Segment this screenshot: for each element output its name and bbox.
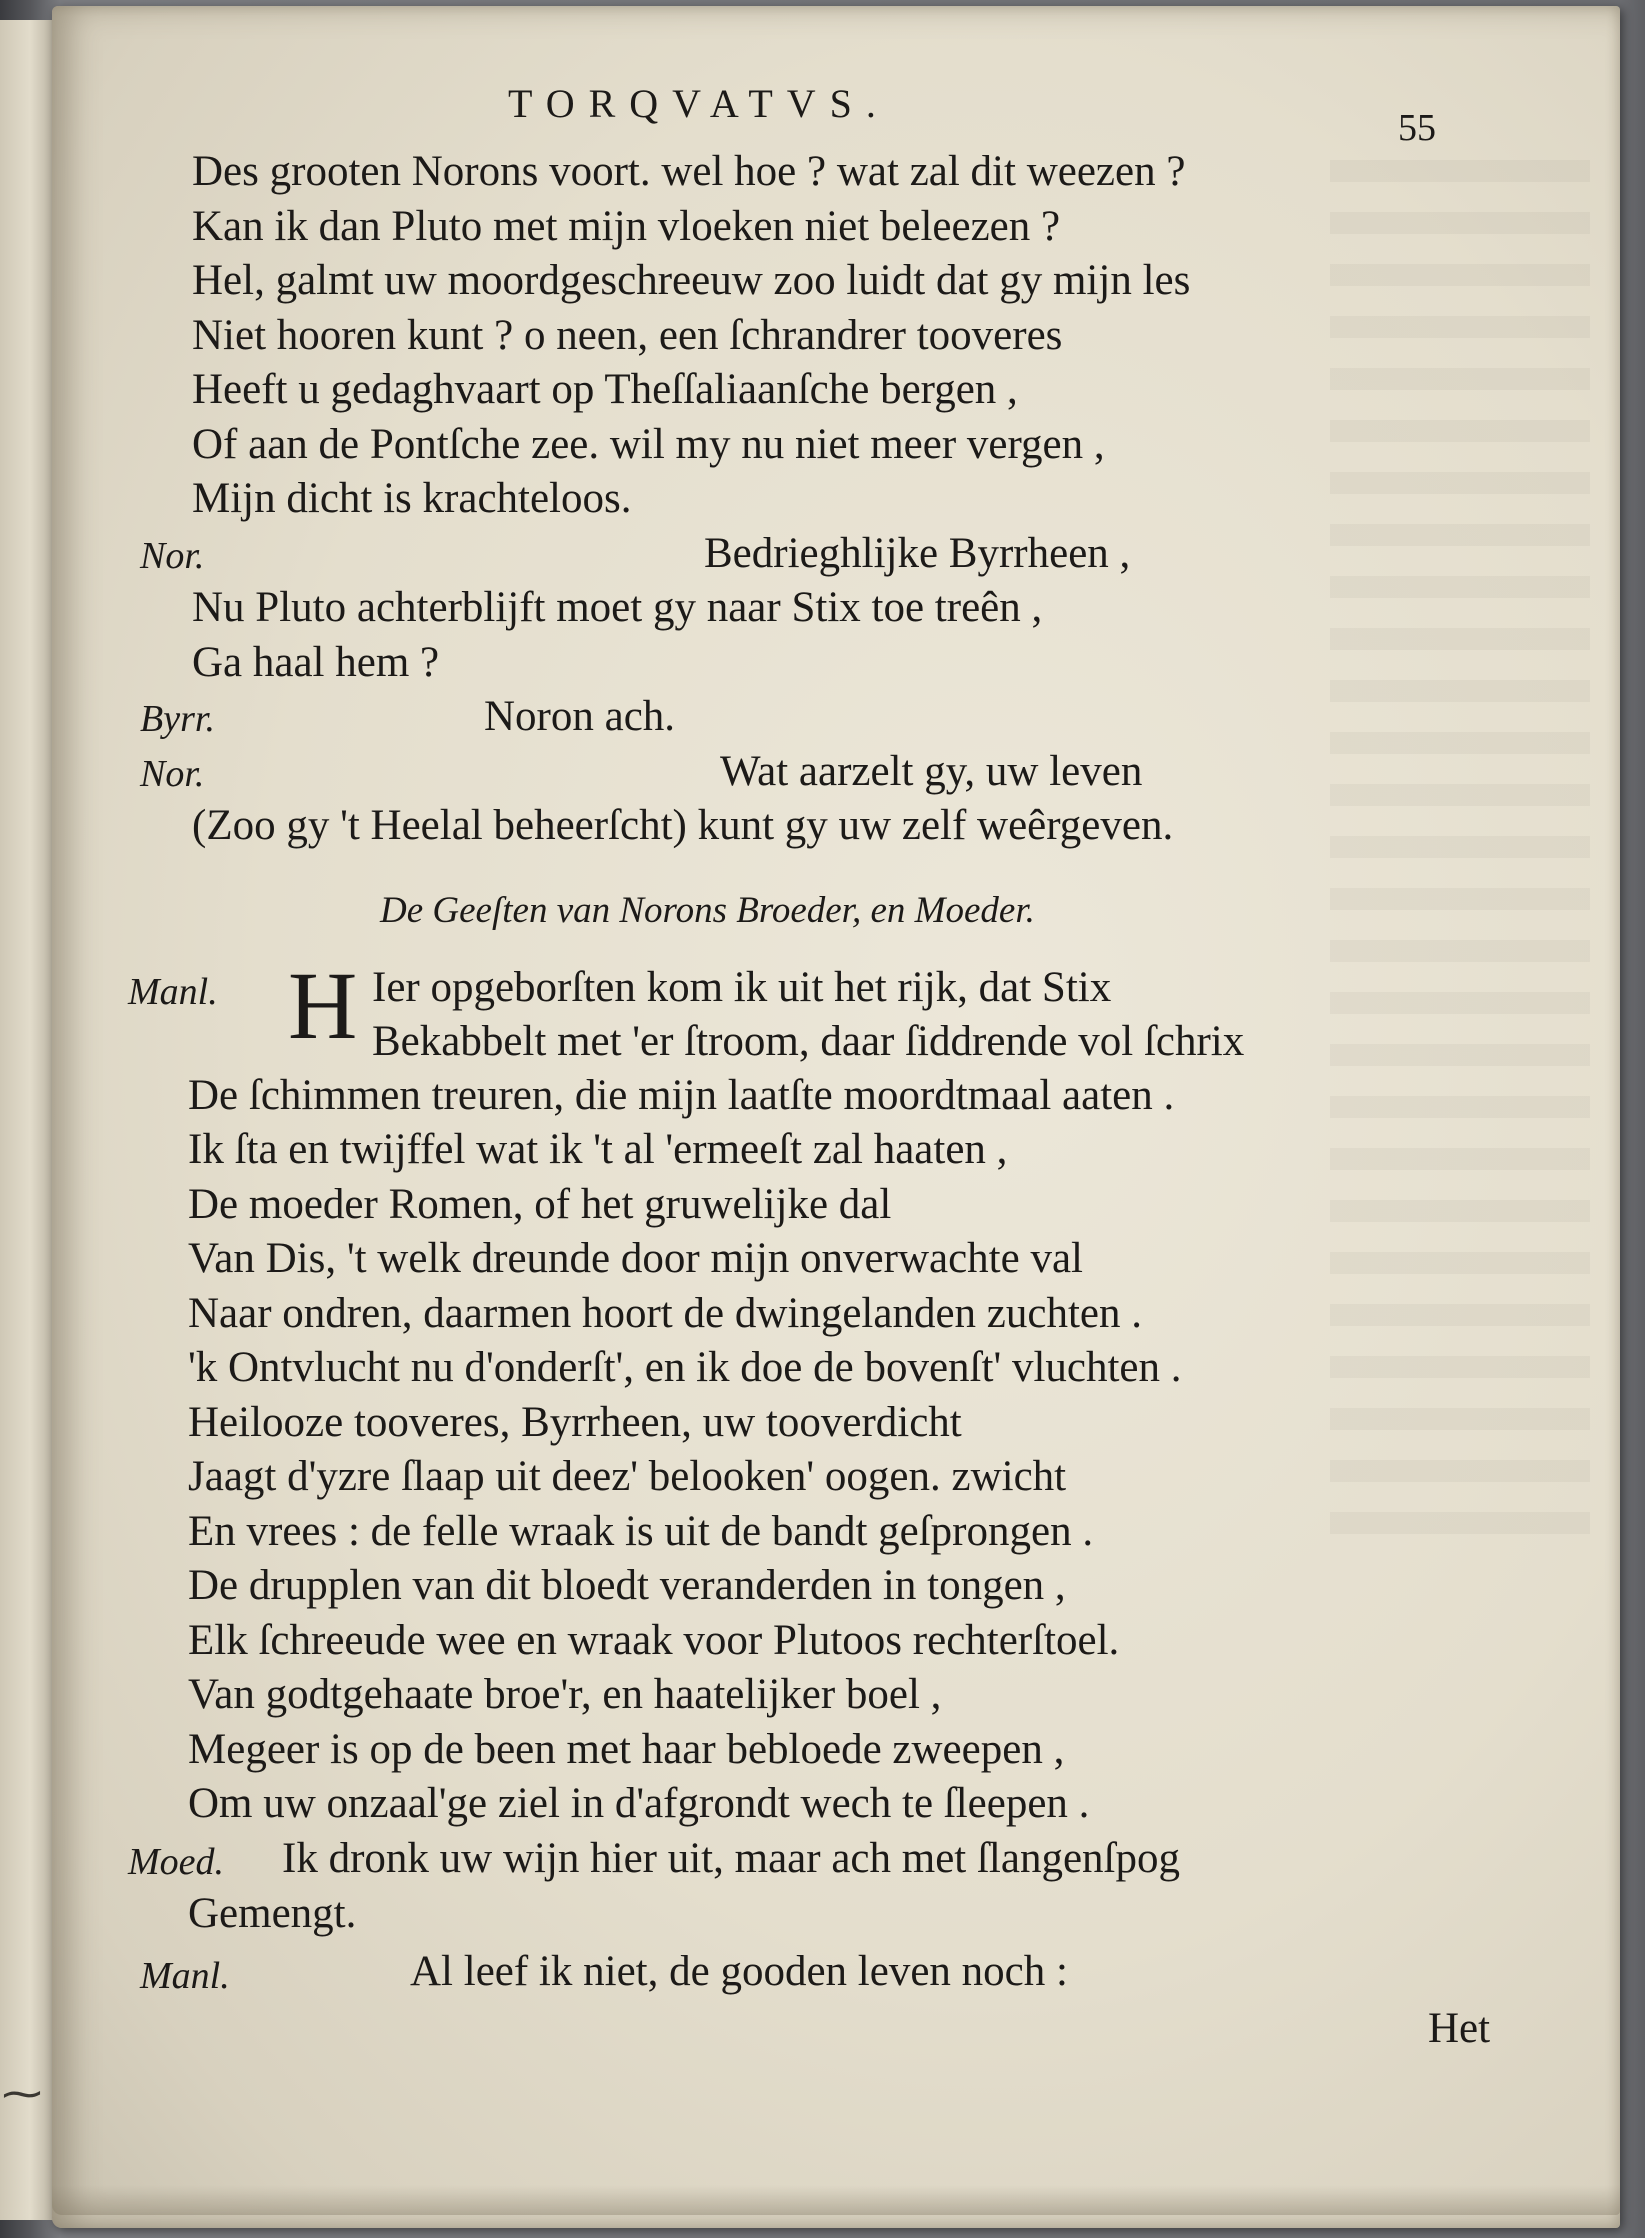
verse-line: Al leef ik niet, de gooden leven noch : (410, 1948, 1068, 1995)
verse-line: Heeft u gedaghvaart op Theſſaliaanſche bergen , (192, 366, 1018, 413)
verse-line: (Zoo gy 't Heelal beheerſcht) kunt gy uw zelf weêrgeven. (192, 802, 1174, 849)
verse-line: Heilooze tooveres, Byrrheen, uw tooverdicht (188, 1399, 962, 1446)
page-bottom-shadow (52, 2185, 1620, 2215)
verse-line: Van godtgehaate broe'r, en haatelijker boel , (188, 1671, 942, 1718)
verse-line: Ik ſta en twijffel wat ik 't al 'ermeeſt zal haaten , (188, 1126, 1008, 1173)
verse-line: Of aan de Pontſche zee. wil my nu niet meer vergen , (192, 421, 1105, 468)
page-number: 55 (1398, 107, 1436, 149)
verse-line: Bekabbelt met 'er ſtroom, daar ſiddrende vol ſchrix (372, 1018, 1245, 1065)
verse-line: Hel, galmt uw moordgeschreeuw zoo luidt dat gy mijn les (192, 257, 1191, 304)
speaker-label: Byrr. (140, 698, 215, 740)
verse-line: Wat aarzelt gy, uw leven (720, 748, 1143, 795)
verse-line: Megeer is op de been met haar bebloede zweepen , (188, 1726, 1065, 1773)
stage-direction: De Geeſten van Norons Broeder, en Moeder. (380, 890, 1035, 931)
show-through-shadow (1330, 160, 1590, 1560)
verse-line: Jaagt d'yzre ſlaap uit deez' belooken' oogen. zwicht (188, 1453, 1067, 1500)
verse-line: Nu Pluto achterblijft moet gy naar Stix toe treên , (192, 584, 1043, 631)
verse-line: Van Dis, 't welk dreunde door mijn onverwachte val (188, 1235, 1083, 1282)
verse-line: Kan ik dan Pluto met mijn vloeken niet beleezen ? (192, 203, 1061, 250)
speaker-label: Manl. (128, 971, 218, 1013)
verse-line: Naar ondren, daarmen hoort de dwingelanden zuchten . (188, 1290, 1142, 1337)
verse-line: De ſchimmen treuren, die mijn laatſte moordtmaal aaten . (188, 1072, 1175, 1119)
verse-line: Noron ach. (484, 693, 676, 740)
verse-line: Gemengt. (188, 1890, 357, 1937)
catchword: Het (1428, 2005, 1491, 2052)
verse-line: Mijn dicht is krachteloos. (192, 475, 632, 522)
verse-line: De drupplen van dit bloedt veranderden in tongen , (188, 1562, 1066, 1609)
verse-line: De moeder Romen, of het gruwelijke dal (188, 1181, 892, 1228)
verse-line: Ier opgeborſten kom ik uit het rijk, dat Stix (372, 964, 1112, 1011)
verse-line: En vrees : de felle wraak is uit de bandt geſprongen . (188, 1508, 1094, 1555)
verse-line: Om uw onzaal'ge ziel in d'afgrondt wech te ſleepen . (188, 1780, 1090, 1827)
verse-line: Niet hooren kunt ? o neen, een ſchrandrer tooveres (192, 312, 1063, 359)
speaker-label: Nor. (140, 535, 205, 577)
facing-page-fragment: ⁓ (2, 2071, 42, 2116)
speaker-label: Nor. (140, 753, 205, 795)
drop-capital: H (288, 952, 358, 1059)
verse-line: Elk ſchreeude wee en wraak voor Plutoos rechterſtoel. (188, 1617, 1120, 1664)
running-title: TORQVATVS. (508, 81, 890, 126)
verse-line: Bedrieghlijke Byrrheen , (704, 530, 1131, 577)
verse-line: Ga haal hem ? (192, 639, 440, 686)
verse-line: Des grooten Norons voort. wel hoe ? wat zal dit weezen ? (192, 148, 1186, 195)
verse-line: Ik dronk uw wijn hier uit, maar ach met ſlangenſpog (282, 1835, 1180, 1882)
verse-line: 'k Ontvlucht nu d'onderſt', en ik doe de bovenſt' vluchten . (188, 1344, 1182, 1391)
speaker-label: Moed. (128, 1841, 225, 1883)
speaker-label: Manl. (140, 1955, 230, 1997)
